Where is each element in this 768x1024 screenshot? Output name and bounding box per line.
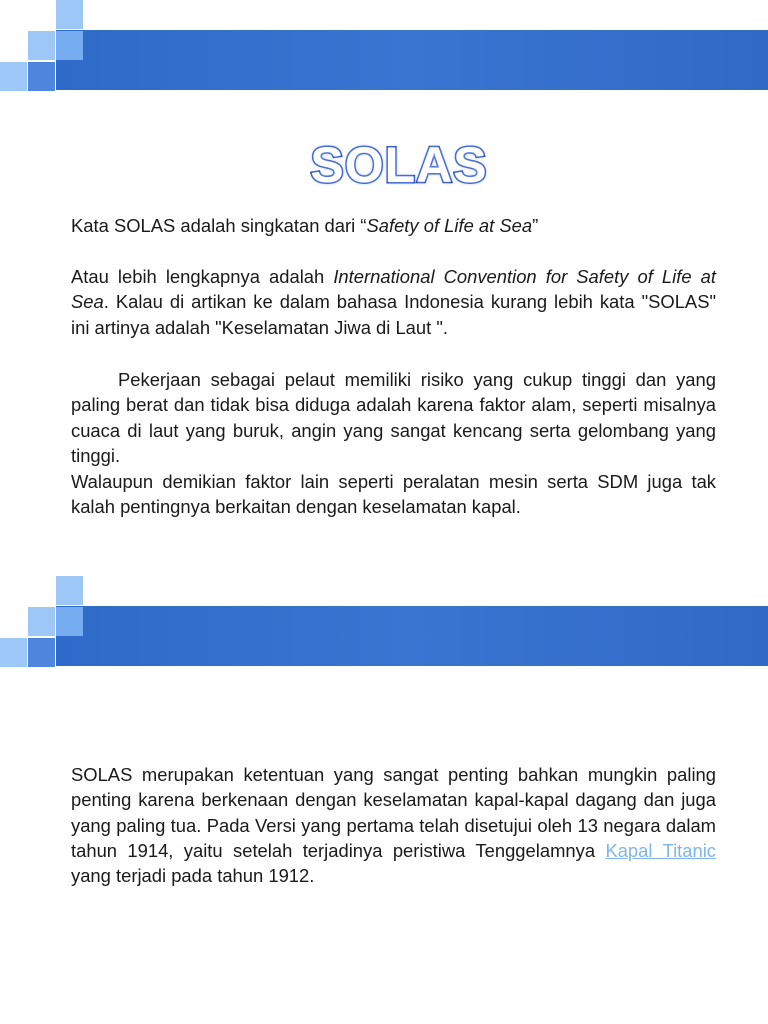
header-band xyxy=(56,606,768,666)
paragraph-risk: Pekerjaan sebagai pelaut memiliki risiko yang cukup tinggi dan yang paling berat dan tidak bisa diduga adalah karena faktor alam, seperti misalnya cuaca di laut yang buruk, angin yang sangat kencang serta gelombang yang tinggi. xyxy=(71,369,716,466)
title-text: SOLAS xyxy=(310,137,488,193)
titanic-link[interactable]: Kapal Titanic xyxy=(605,839,717,861)
decor-square xyxy=(0,638,27,667)
decor-square xyxy=(0,62,27,91)
slide2-header xyxy=(0,576,768,668)
italic-term: Safety of Life at Sea xyxy=(366,215,533,236)
paragraph-definition xyxy=(71,213,716,238)
text: yang terjadi pada tahun 1912. xyxy=(71,865,315,887)
decor-square xyxy=(28,31,55,60)
paragraph-factors: Walaupun demikian faktor lain seperti peralatan mesin serta SDM juga tak kalah pentingnya berkaitan dengan keselamatan kapal. xyxy=(71,471,716,518)
italic-term: International Convention for Safety of Life at Sea xyxy=(71,266,716,313)
text: Kata SOLAS adalah singkatan dari “ xyxy=(71,215,367,236)
paragraph-full-name xyxy=(71,264,716,340)
decor-square xyxy=(56,0,83,29)
decor-square xyxy=(56,576,83,605)
paragraph-history xyxy=(71,762,716,888)
slide-title xyxy=(0,136,768,194)
text: . Kalau di artikan ke dalam bahasa Indonesia kurang lebih kata "SOLAS" ini artinya adalah "Keselamatan Jiwa di Laut ". xyxy=(71,291,716,338)
decor-square xyxy=(28,607,55,636)
decor-square xyxy=(28,638,55,667)
decor-square xyxy=(56,31,83,60)
slide1-header xyxy=(0,0,768,92)
text: ” xyxy=(532,215,539,236)
header-band xyxy=(56,30,768,90)
text: SOLAS merupakan ketentuan yang sangat penting bahkan mungkin paling penting karena berkenaan dengan keselamatan kapal-kapal dagang dan juga yang paling tua. Pada Versi yang pertama telah disetujui oleh 13 negara dalam tahun 1914, yaitu setelah terjadinya peristiwa Tenggelamnya xyxy=(71,764,716,861)
decor-square xyxy=(28,62,55,91)
text: Atau lebih lengkapnya adalah xyxy=(71,266,334,287)
decor-square xyxy=(56,607,83,636)
